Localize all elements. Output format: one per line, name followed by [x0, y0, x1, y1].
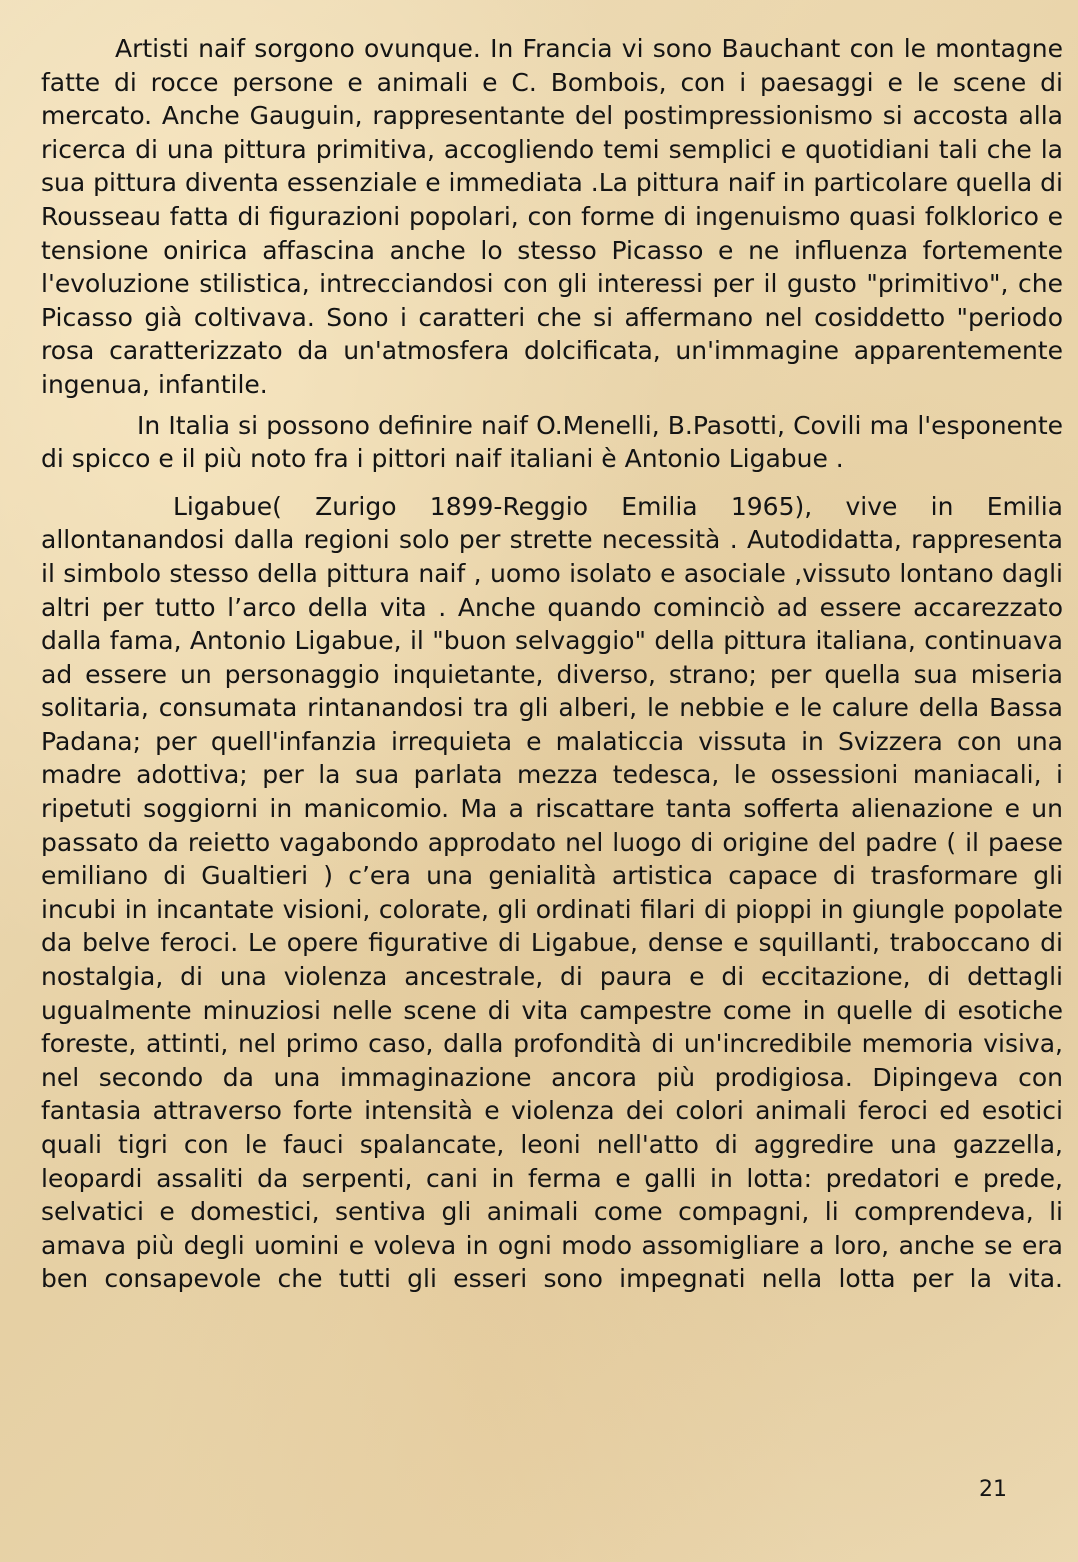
paragraph-ligabue: Ligabue( Zurigo 1899-Reggio Emilia 1965), vive in Emilia allontanandosi dalla regioni solo per strette necessità . Autodidatta, rappresenta il simbolo stesso della pittura naif , uomo isolato e asociale ,vissuto lontano dagli altri per tutto l’arco della vita . Anche quando cominciò ad essere accarezzato dalla fama, Antonio Ligabue, il "buon selvaggio" della pittura italiana, continuava ad essere un personaggio inquietante, diverso, strano; per quella sua miseria solitaria, consumata rintanandosi tra gli alberi, le nebbie e le calure della Bassa Padana; per quell'infanzia irrequieta e malaticcia vissuta in Svizzera con una madre adottiva; per la sua parlata mezza tedesca, le ossessioni maniacali, i ripetuti soggiorni in manicomio. Ma a riscattare tanta sofferta alienazione e un passato da reietto vagabondo approdato nel luogo di origine del padre ( il paese emiliano di Gualtieri ) c’era una genialità artistica capace di trasformare gli incubi in incantate visioni, colorate, gli ordinati filari di pioppi in giungle popolate da belve feroci. Le opere figurative di Ligabue, dense e squillanti, traboccano di nostalgia, di una violenza ancestrale, di paura e di eccitazione, di dettagli ugualmente minuziosi nelle scene di vita campestre come in quelle di esotiche foreste, attinti, nel primo caso, dalla profondità di un'incredibile memoria visiva, nel secondo da una immaginazione ancora più prodigiosa. Dipingeva con fantasia attraverso forte intensità e violenza dei colori animali feroci ed esotici quali tigri con le fauci spalancate, leoni nell'atto di aggredire una gazzella, leopardi assaliti da serpenti, cani in ferma e galli in lotta: predatori e prede, selvatici e domestici, sentiva gli animali come compagni, li comprendeva, li amava più degli uomini e voleva in ogni modo assomigliare a loro, anche se era ben consapevole che tutti gli esseri sono impegnati nella lotta per la vita.: [41, 491, 1063, 1294]
paragraph-italia-naif: In Italia si possono definire naif O.Menelli, B.Pasotti, Covili ma l'esponente di spicco e il più noto fra i pittori naif italiani è Antonio Ligabue .: [41, 410, 1063, 474]
page-body: [41, 32, 1063, 1296]
paragraph-artisti-naif: Artisti naif sorgono ovunque. In Francia vi sono Bauchant con le montagne fatte di rocce persone e animali e C. Bombois, con i paesaggi e le scene di mercato. Anche Gauguin, rappresentante del postimpressionismo si accosta alla ricerca di una pittura primitiva, accogliendo temi semplici e quotidiani tali che la sua pittura diventa essenziale e immediata .La pittura naif in particolare quella di Rousseau fatta di figurazioni popolari, con forme di ingenuismo quasi folklorico e tensione onirica affascina anche lo stesso Picasso e ne influenza fortemente l'evoluzione stilistica, intrecciandosi con gli interessi per il gusto "primitivo", che Picasso già coltivava. Sono i caratteri che si affermano nel cosiddetto "periodo rosa caratterizzato da un'atmosfera dolcificata, un'immagine apparentemente ingenua, infantile.: [41, 34, 1063, 399]
page-number: 21: [979, 1477, 1007, 1502]
